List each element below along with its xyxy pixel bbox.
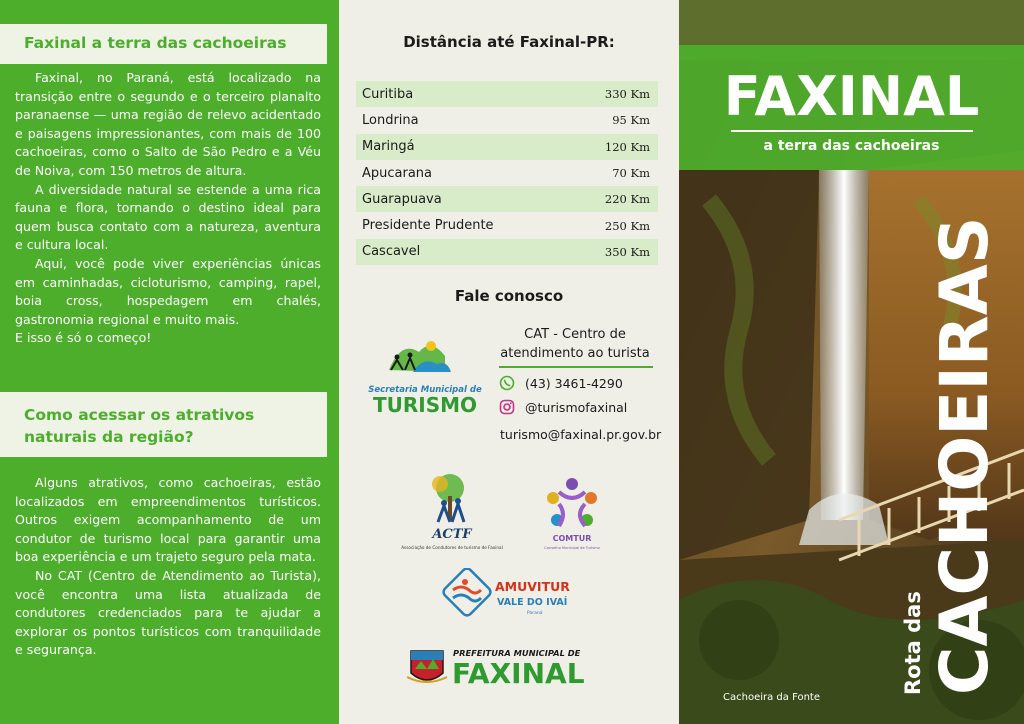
main-title: FAXINAL: [723, 65, 980, 128]
city-name: Maringá: [362, 139, 415, 155]
city-name: Presidente Prudente: [362, 218, 494, 234]
city-distance: 330 Km: [604, 87, 650, 102]
distance-row: [356, 239, 658, 265]
access-paragraph: Alguns atrativos, como cachoeiras, estão localizados em empreendimentos turísticos. Outros exigem acompanhamento de um condutor de turismo local para garantir uma boa experiência e um trajeto seguro pela mata.: [15, 475, 321, 565]
middle-panel: [339, 0, 679, 724]
city-distance: 220 Km: [604, 192, 650, 207]
distance-row: [356, 160, 658, 186]
distance-row: [356, 186, 658, 212]
prefeitura-top: PREFEITURA MUNICIPAL DE: [453, 648, 581, 658]
secretaria-logo-top: Secretaria Municipal de: [368, 385, 482, 395]
divider: [499, 366, 653, 368]
heading-access: Como acessar os atrativos naturais da região?: [0, 392, 327, 457]
phone-number[interactable]: (43) 3461-4290: [525, 375, 623, 391]
intro-text: [15, 69, 321, 348]
city-distance: 250 Km: [604, 218, 650, 233]
intro-paragraph: Aqui, você pode viver experiências únicas em caminhadas, cicloturismo, camping, rapel, boia cross, hospedagem em chalés, gastronomia regional e muito mais.: [15, 255, 321, 327]
whatsapp-icon: [499, 375, 515, 391]
distance-row: [356, 212, 658, 238]
amuvitur-name: AMUVITUR: [495, 579, 570, 594]
actf-logo: [392, 470, 512, 556]
city-name: Cascavel: [362, 244, 421, 260]
distance-row: [356, 81, 658, 107]
left-panel: [0, 0, 339, 724]
contact-title: Fale conosco: [454, 287, 564, 305]
right-panel: [679, 0, 1024, 724]
secretaria-turismo-logo: [361, 330, 489, 418]
route-label: Rota das: [901, 591, 925, 695]
city-distance: 95 Km: [612, 113, 650, 128]
city-distance: 120 Km: [604, 139, 650, 154]
city-name: Londrina: [362, 112, 419, 128]
cat-label: CAT - Centro de atendimento ao turista: [500, 327, 650, 361]
city-name: Curitiba: [362, 86, 414, 102]
secretaria-logo-main: TURISMO: [372, 393, 478, 417]
intro-paragraph: E isso é só o começo!: [15, 330, 152, 346]
intro-paragraph: Faxinal, no Paraná, está localizado na transição entre o segundo e o terceiro planalto paranaense — uma região de relevo acidentado e paisagens impressionantes, com mais de 100 cachoeiras, como o Salto de São Pedro e a Véu de Noiva, com 150 metros de altura.: [15, 70, 321, 178]
access-text: [15, 474, 321, 660]
phone-row: [499, 375, 623, 391]
prefeitura-logo: [407, 643, 621, 689]
instagram-icon: [499, 399, 515, 415]
email-address[interactable]: turismo@faxinal.pr.gov.br: [500, 427, 662, 442]
comtur-logo: [537, 474, 607, 554]
city-distance: 350 Km: [604, 244, 650, 259]
distance-title: Distância até Faxinal-PR:: [403, 33, 615, 51]
comtur-name: COMTUR: [552, 534, 592, 543]
city-distance: 70 Km: [612, 166, 650, 181]
distance-row: [356, 107, 658, 133]
instagram-handle[interactable]: @turismofaxinal: [525, 399, 628, 415]
actf-sub: Associação de Condutores de turismo de Faxinal: [401, 545, 503, 550]
main-subtitle: a terra das cachoeiras: [763, 138, 940, 154]
divider: [731, 130, 973, 132]
instagram-row: [499, 399, 627, 415]
amuvitur-state: Paraná: [527, 611, 543, 616]
city-name: Apucarana: [362, 165, 433, 181]
amuvitur-sub: VALE DO IVAÍ: [497, 597, 568, 608]
city-name: Guarapuava: [362, 191, 442, 207]
comtur-sub: Conselho Municipal de Turismo: [544, 546, 600, 550]
amuvitur-logo: [439, 568, 575, 624]
title-banner: [679, 45, 1024, 170]
access-paragraph: No CAT (Centro de Atendimento ao Turista), você encontra uma lista atualizada de condutores credenciados para te ajudar a explorar os pontos turísticos com tranquilidade e segurança.: [15, 567, 321, 658]
actf-name: ACTF: [432, 527, 472, 542]
heading-faxinal: Faxinal a terra das cachoeiras: [0, 24, 327, 64]
distance-table: [356, 81, 658, 265]
prefeitura-main: FAXINAL: [452, 657, 585, 689]
intro-paragraph: A diversidade natural se estende a uma rica fauna e flora, tornando o destino ideal para quem busca contato com a natureza, aventura e cultura local.: [15, 181, 321, 253]
photo-caption: Cachoeira da Fonte: [723, 692, 820, 703]
distance-row: [356, 134, 658, 160]
route-title: CACHOEIRAS: [926, 216, 1003, 695]
